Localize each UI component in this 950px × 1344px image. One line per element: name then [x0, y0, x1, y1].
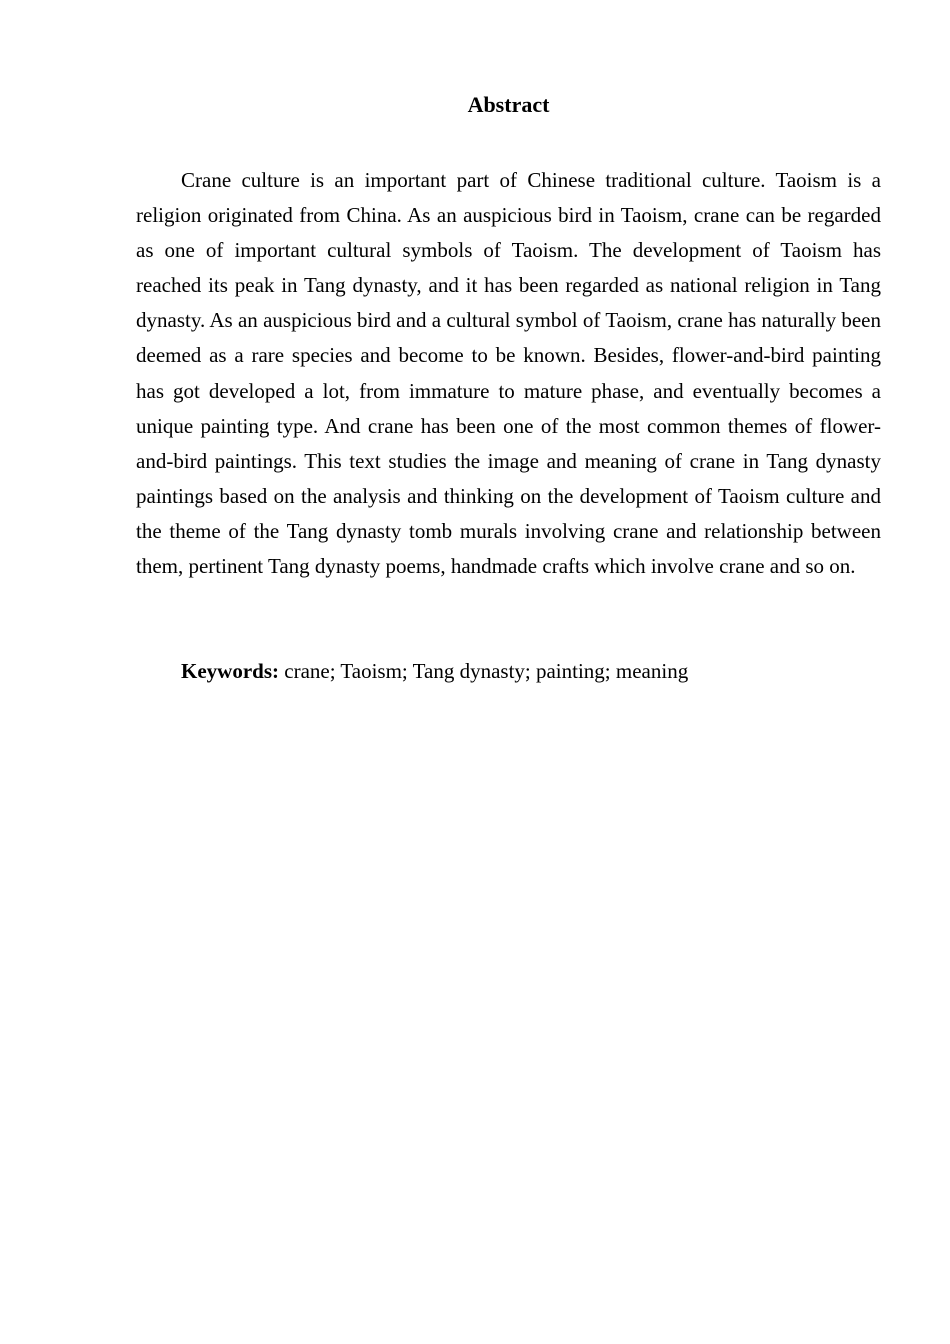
abstract-heading: Abstract	[467, 92, 550, 117]
keywords-label: Keywords:	[181, 659, 279, 683]
keywords-list: crane; Taoism; Tang dynasty; painting; meaning	[284, 659, 689, 683]
abstract-paragraph: Crane culture is an important part of Chinese traditional culture. Taoism is a religion originated from China. As an auspicious bird in Taoism, crane can be regarded as one of important cultural symbols of Taoism. The development of Taoism has reached its peak in Tang dynasty, and it has been regarded as national religion in Tang dynasty. As an auspicious bird and a cultural symbol of Taoism, crane has naturally been deemed as a rare species and become to be known. Besides, flower-and-bird painting has got developed a lot, from immature to mature phase, and eventually becomes a unique painting type. And crane has been one of the most common themes of flower-and-bird paintings. This text studies the image and meaning of crane in Tang dynasty paintings based on the analysis and thinking on the development of Taoism culture and the theme of the Tang dynasty tomb murals involving crane and relationship between them, pertinent Tang dynasty poems, handmade crafts which involve crane and so on.	[136, 168, 881, 579]
keywords-line	[136, 654, 881, 689]
